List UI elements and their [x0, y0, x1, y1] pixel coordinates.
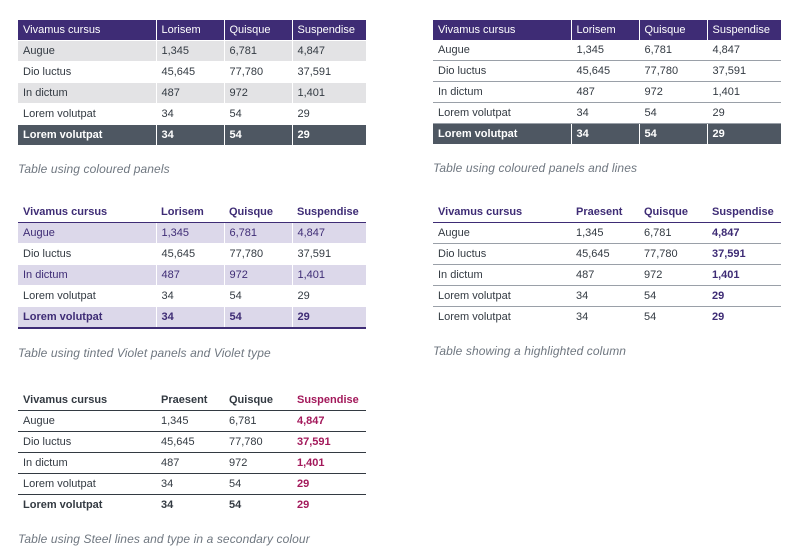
table-cell: Lorem volutpat [18, 474, 156, 495]
table-row [18, 474, 366, 495]
table-cell: 45,645 [156, 62, 224, 83]
table-cell: In dictum [433, 265, 571, 286]
table-row [18, 411, 366, 432]
table-cell: Lorem volutpat [433, 103, 571, 124]
table-cell: 487 [571, 265, 639, 286]
table-cell: 29 [707, 124, 781, 145]
table-row [18, 286, 366, 307]
table-cell: 34 [156, 125, 224, 146]
table-cell: 54 [224, 474, 292, 495]
table-cell: 972 [224, 265, 292, 286]
table-cell: 487 [156, 265, 224, 286]
table-cell: 45,645 [156, 244, 224, 265]
table-cell: 6,781 [639, 40, 707, 61]
table-cell: 1,401 [707, 82, 781, 103]
table-row [18, 453, 366, 474]
table-cell: 37,591 [707, 61, 781, 82]
table-cell: 29 [292, 125, 366, 146]
table-cell: 4,847 [292, 223, 366, 244]
table-cell: 34 [156, 104, 224, 125]
table-cell: 45,645 [571, 61, 639, 82]
table-caption: Table using coloured panels and lines [433, 161, 638, 175]
table-cell: 29 [292, 104, 366, 125]
table-cell: Dio luctus [433, 61, 571, 82]
table-cell: 1,401 [707, 265, 781, 286]
table-cell: 29 [707, 286, 781, 307]
column-header: Praesent [571, 202, 639, 223]
table-row [18, 83, 366, 104]
table-cell: 972 [224, 83, 292, 104]
table-cell: Dio luctus [18, 244, 156, 265]
table-cell: 34 [571, 124, 639, 145]
table-cell: Lorem volutpat [433, 286, 571, 307]
table-cell: Dio luctus [18, 62, 156, 83]
table-cell: 77,780 [224, 244, 292, 265]
table-cell: 77,780 [639, 61, 707, 82]
table-total-row [18, 495, 366, 516]
table-cell: In dictum [18, 83, 156, 104]
table-cell: 34 [156, 307, 224, 329]
table-cell: 1,345 [156, 41, 224, 62]
table-cell: 37,591 [292, 432, 366, 453]
table-block-tinted-violet [18, 202, 366, 360]
table-row [18, 62, 366, 83]
table-cell: 77,780 [224, 62, 292, 83]
table-cell: 1,401 [292, 453, 366, 474]
table-cell: Lorem volutpat [18, 104, 156, 125]
column-header: Quisque [639, 20, 707, 40]
table-cell: 972 [224, 453, 292, 474]
table-cell: 29 [707, 103, 781, 124]
table-cell: 34 [576, 311, 589, 323]
table-cell: 54 [639, 286, 707, 307]
table-cell: 54 [224, 286, 292, 307]
table-cell: Lorem volutpat [18, 125, 156, 146]
table-cell: Lorem volutpat [18, 286, 156, 307]
table-cell: 37,591 [292, 244, 366, 265]
table-cell: 4,847 [292, 41, 366, 62]
table-cell: 1,345 [571, 40, 639, 61]
table-caption: Table using tinted Violet panels and Violet type [18, 346, 271, 360]
table-cell: 54 [224, 125, 292, 146]
table-cell: Lorem volutpat [433, 124, 571, 145]
table-header-row [433, 202, 781, 223]
table-cell: 6,781 [224, 411, 292, 432]
table-row [433, 61, 781, 82]
table-cell: 6,781 [224, 223, 292, 244]
data-table [433, 20, 781, 144]
table-caption: Table using Steel lines and type in a secondary colour [18, 532, 310, 546]
table-cell: 54 [224, 104, 292, 125]
table-cell: 6,781 [224, 41, 292, 62]
table-cell: Dio luctus [433, 244, 571, 265]
table-row [18, 41, 366, 62]
column-header: Vivamus cursus [18, 20, 156, 41]
table-caption: Table showing a highlighted column [433, 344, 627, 358]
table-cell: 45,645 [156, 432, 224, 453]
table-cell: In dictum [18, 265, 156, 286]
table-row [18, 104, 366, 125]
table-cell: 6,781 [639, 223, 707, 244]
table-row [433, 265, 781, 286]
column-header: Vivamus cursus [18, 202, 156, 223]
table-header-row [18, 20, 366, 41]
table-block-highlighted-column [433, 202, 781, 358]
table-cell: 487 [156, 453, 224, 474]
table-row [433, 40, 781, 61]
table-cell: Augue [433, 223, 571, 244]
column-header: Vivamus cursus [433, 202, 571, 223]
table-cell: 29 [292, 474, 366, 495]
table-cell: 77,780 [224, 432, 292, 453]
table-cell: 54 [639, 103, 707, 124]
column-header: Suspendise [292, 390, 366, 411]
table-cell: 54 [229, 499, 242, 511]
table-total-row [18, 125, 366, 146]
table-cell: 34 [161, 499, 174, 511]
table-cell: Dio luctus [18, 432, 156, 453]
column-header: Suspendise [707, 202, 781, 223]
table-cell: 972 [639, 82, 707, 103]
table-cell: 34 [156, 474, 224, 495]
table-block-steel-lines [18, 390, 366, 546]
column-header: Suspendise [707, 20, 781, 40]
data-table [18, 202, 366, 329]
table-cell: 29 [712, 311, 725, 323]
table-cell: 1,345 [571, 223, 639, 244]
column-header: Suspendise [292, 202, 366, 223]
table-cell: Lorem volutpat [438, 311, 511, 323]
table-row [433, 286, 781, 307]
table-header-row [433, 20, 781, 40]
data-table [18, 20, 366, 145]
table-row [433, 103, 781, 124]
table-cell: 34 [156, 286, 224, 307]
table-block-panels-and-lines [433, 20, 781, 175]
column-header: Quisque [639, 202, 707, 223]
table-cell: 29 [297, 499, 310, 511]
table-cell: 972 [639, 265, 707, 286]
table-row [18, 432, 366, 453]
table-cell: 1,401 [292, 83, 366, 104]
table-cell: Augue [18, 41, 156, 62]
column-header: Quisque [224, 390, 292, 411]
table-row [433, 244, 781, 265]
table-cell: Augue [18, 223, 156, 244]
column-header: Vivamus cursus [433, 20, 571, 40]
column-header: Lorisem [156, 20, 224, 41]
table-row [433, 82, 781, 103]
table-cell: Augue [18, 411, 156, 432]
table-cell: 77,780 [639, 244, 707, 265]
table-cell: 37,591 [707, 244, 781, 265]
table-row [18, 265, 366, 286]
table-cell: 1,345 [156, 223, 224, 244]
table-cell: 4,847 [707, 40, 781, 61]
column-header: Lorisem [156, 202, 224, 223]
table-cell: 54 [224, 307, 292, 329]
table-cell: 29 [292, 286, 366, 307]
table-caption: Table using coloured panels [18, 162, 170, 176]
table-block-coloured-panels [18, 20, 366, 176]
data-table [18, 390, 366, 515]
table-header-row [18, 390, 366, 411]
table-cell: 34 [571, 286, 639, 307]
table-total-row [433, 307, 781, 328]
column-header: Quisque [224, 202, 292, 223]
table-cell: 1,401 [292, 265, 366, 286]
table-cell: In dictum [433, 82, 571, 103]
table-row [18, 223, 366, 244]
column-header: Quisque [224, 20, 292, 41]
table-cell: 487 [156, 83, 224, 104]
table-cell: Augue [433, 40, 571, 61]
column-header: Lorisem [571, 20, 639, 40]
table-cell: 4,847 [707, 223, 781, 244]
data-table [433, 202, 781, 327]
table-cell: 1,345 [156, 411, 224, 432]
table-header-row [18, 202, 366, 223]
column-header: Praesent [156, 390, 224, 411]
table-row [433, 223, 781, 244]
table-cell: 29 [292, 307, 366, 329]
table-cell: 34 [571, 103, 639, 124]
table-total-row [18, 307, 366, 329]
table-cell: 37,591 [292, 62, 366, 83]
table-cell: Lorem volutpat [18, 307, 156, 329]
table-row [18, 244, 366, 265]
column-header: Suspendise [292, 20, 366, 41]
table-cell: 487 [571, 82, 639, 103]
table-cell: Lorem volutpat [23, 499, 103, 511]
column-header: Vivamus cursus [18, 390, 156, 411]
table-cell: 4,847 [292, 411, 366, 432]
table-cell: In dictum [18, 453, 156, 474]
table-cell: 54 [644, 311, 657, 323]
table-total-row [433, 124, 781, 145]
table-cell: 54 [639, 124, 707, 145]
table-cell: 45,645 [571, 244, 639, 265]
